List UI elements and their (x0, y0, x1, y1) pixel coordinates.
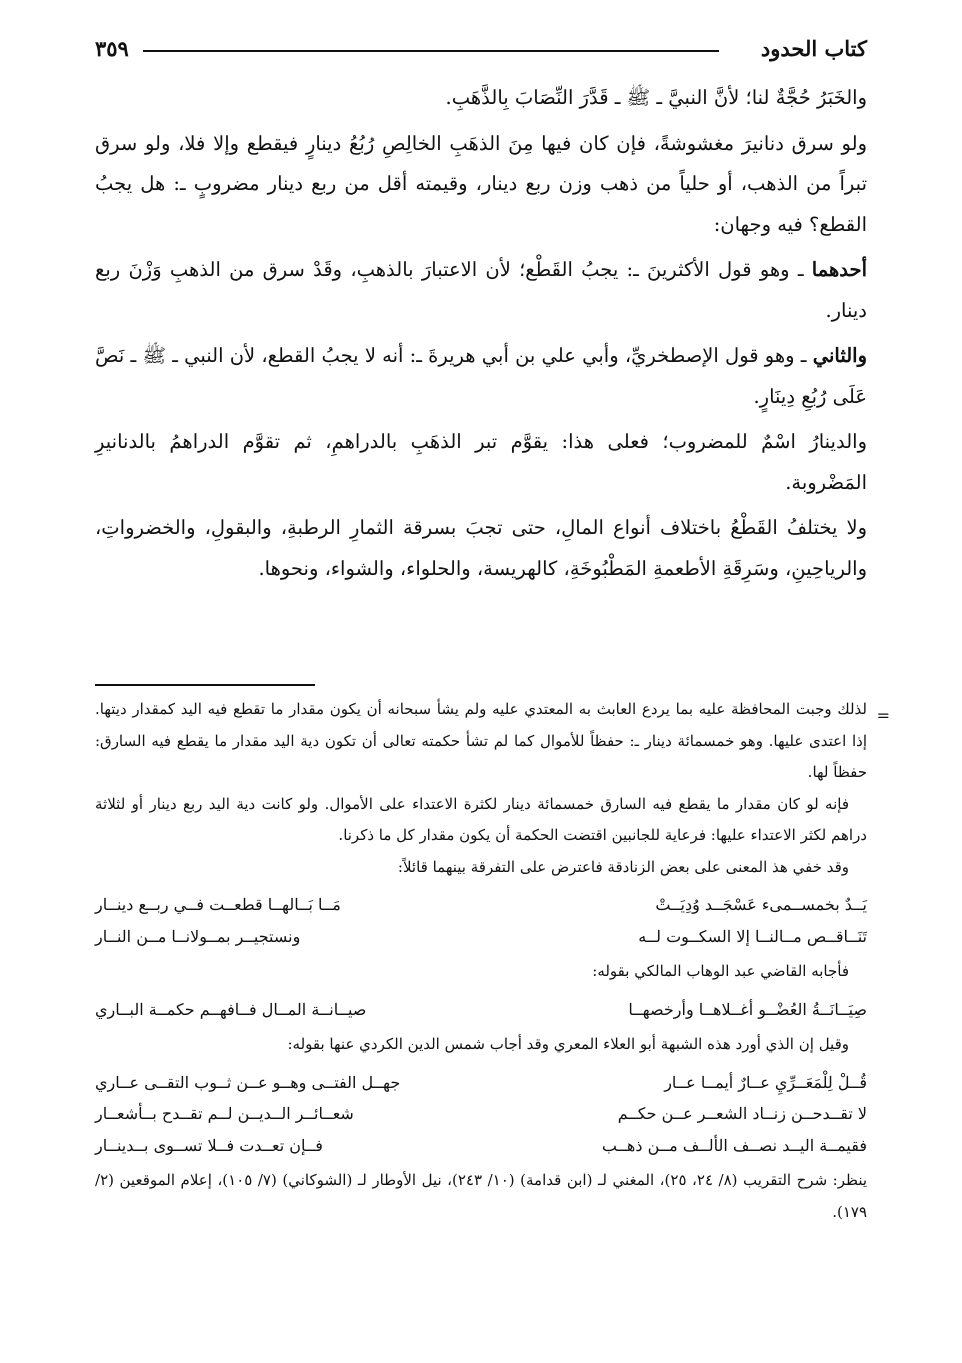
footnote-paragraph: وقيل إن الذي أورد هذه الشبهة أبو العلاء المعري وقد أجاب شمس الدين الكردي عنها بقوله: (287, 1035, 849, 1053)
main-text (95, 78, 867, 594)
verse-line (95, 1098, 867, 1130)
paragraph-lead: والثاني (812, 344, 867, 367)
footnote-rule (95, 684, 315, 686)
paragraph-text: ولا يختلفُ القَطْعُ باختلاف أنواع المالِ، حتى تجبَ بسرقة الثمارِ الرطبةِ، والبقولِ، والخضرواتِ، والرياحِينِ، وسَرِقَةِ الأطعمةِ المَطْبُوخَةِ، كالهريسة، والحلواء، والشواء، ونحوها. (95, 516, 867, 580)
paragraph (95, 422, 867, 503)
verse-line (95, 994, 867, 1026)
paragraph (95, 250, 867, 331)
book-title: كتاب الحدود (760, 36, 867, 61)
verse-second-hemistich: شعــائــر الــديــن لــم تقــدح بــأشعــار (95, 1104, 354, 1123)
footnote-continuation-marker: = (876, 706, 890, 725)
verse-line (95, 1067, 867, 1099)
paragraph (95, 124, 867, 246)
poem (95, 994, 867, 1026)
verse-first-hemistich: يَــدٌ بخمســمىء عَسْجَــد وُدِيَــتْ (655, 895, 867, 914)
paragraph-text: والخَبَرُ حُجَّةٌ لنا؛ لأنَّ النبيَّ ـ ﷺ ـ قَدَّرَ النِّصَابَ بِالذَّهَبِ. (445, 86, 867, 109)
verse-second-hemistich: جهــل الفتــى وهــو عــن ثــوب التقــى عــاري (95, 1072, 401, 1092)
verse-first-hemistich: تَنَــاقــص مــالنــا إلا السكــوت لــه (638, 926, 867, 946)
footnote-paragraph: فأجابه القاضي عبد الوهاب المالكي بقوله: (592, 962, 849, 980)
paragraph-text: والدينارُ اسْمٌ للمضروب؛ فعلى هذا: يقوَّم تبر الذهَبِ بالدراهمِ، ثم تقوَّم الدراهمُ بالدنانيرِ المَضْروبة. (95, 430, 867, 494)
footnote-paragraph: لذلك وجبت المحافظة عليه بما يردع العابث به المعتدي عليه ولم يشأ سبحانه أن يكون مقدار ما تقطع فيه اليد كمقدار ديتها. إذا اعتدى عليها. وهو خمسمائة دينار ـ: حفظاً للأموال كما لم تشأ حكمته تعالى أن تكون دية اليد مقدار ما يقطع فيه السارق: حفظاً لها. (95, 700, 867, 781)
paragraph-text: ولو سرق دنانيرَ مغشوشةً، فإن كان فيها مِنَ الذهَبِ الخالِصِ رُبُعُ دينارٍ فيقطع وإلا فلا، ولو سرق تبراً من الذهب، أو حلياً من ذهب وزن ربع دينار، وقيمته أقل من ربع دينار مضروبٍ ـ: هل يجبُ القطع؟ فيه وجهان: (95, 131, 867, 236)
verse-second-hemistich: فــإن تعــدت فــلا تســوى بــدينــار (95, 1135, 323, 1155)
footnotes (95, 694, 867, 1228)
running-head (95, 30, 867, 70)
verse-second-hemistich: صيــانــة المــال فــافهــم حكمــة البــاري (95, 999, 367, 1019)
paragraph-lead: أحدهما (811, 258, 867, 281)
paragraph (95, 78, 867, 119)
poem (95, 1067, 867, 1162)
verse-line (95, 1130, 867, 1162)
verse-first-hemistich: فقيمــة اليــد نصــف الألــف مــن ذهــب (601, 1135, 867, 1155)
paragraph (95, 508, 867, 589)
verse-second-hemistich: ونستجيــر بمــولانــا مــن النــار (95, 926, 301, 946)
header-rule (143, 50, 719, 52)
poem (95, 889, 867, 952)
page-number: ٣٥٩ (95, 36, 129, 61)
verse-line (95, 889, 867, 921)
paragraph-text: ـ وهو قول الإصطخريِّ، وأبي علي بن أبي هريرةَ ـ: أنه لا يجبُ القطع، لأن النبي ـ ﷺ ـ نَصَّ عَلَى رُبُعِ دِينَارٍ. (95, 344, 867, 408)
verse-line (95, 921, 867, 953)
footnote-sources: ينظر: شرح التقريب (٨/ ٢٤، ٢٥)، المغني لـ (ابن قدامة) (١٠/ ٢٤٣)، نيل الأوطار لـ (الشوكاني) (٧/ ١٠٥)، إعلام الموقعين (٢/ ١٧٩). (95, 1171, 868, 1221)
footnote-paragraph: وقد خفي هذ المعنى على بعض الزنادقة فاعترض على التفرقة بينهما قائلاً: (397, 857, 849, 876)
verse-first-hemistich: لا تقــدحــن زنــاد الشعــر عــن حكــم (617, 1104, 867, 1123)
verse-first-hemistich: قُــلْ لِلْمَعَــرِّيِ عــارٌ أيمــا عــار (664, 1072, 867, 1092)
paragraph-text: ـ وهو قول الأكثرينَ ـ: يجبُ القَطْع؛ لأن الاعتبارَ بالذهبِ، وقَدْ سرق من الذهبِ وَزْنَ ربع دينار. (95, 258, 867, 322)
verse-first-hemistich: صِيَــانَــةُ العُضْــو أغــلاهــا وأرخصهــا (628, 999, 867, 1019)
verse-second-hemistich: مَــا بَــالهــا قطعــت فــي ربــع دينــار (95, 895, 341, 914)
footnote-paragraph: فإنه لو كان مقدار ما يقطع فيه السارق خمسمائة دينار لكثرة الاعتداء على الأموال. ولو كانت دية اليد ربع دينار أو لثلاثة دراهم لكثر الاعتداء عليها: فرعاية للجانبين اقتضت الحكمة أن يكون مقدار كل ما ذكرنا. (95, 794, 867, 844)
paragraph (95, 336, 867, 417)
